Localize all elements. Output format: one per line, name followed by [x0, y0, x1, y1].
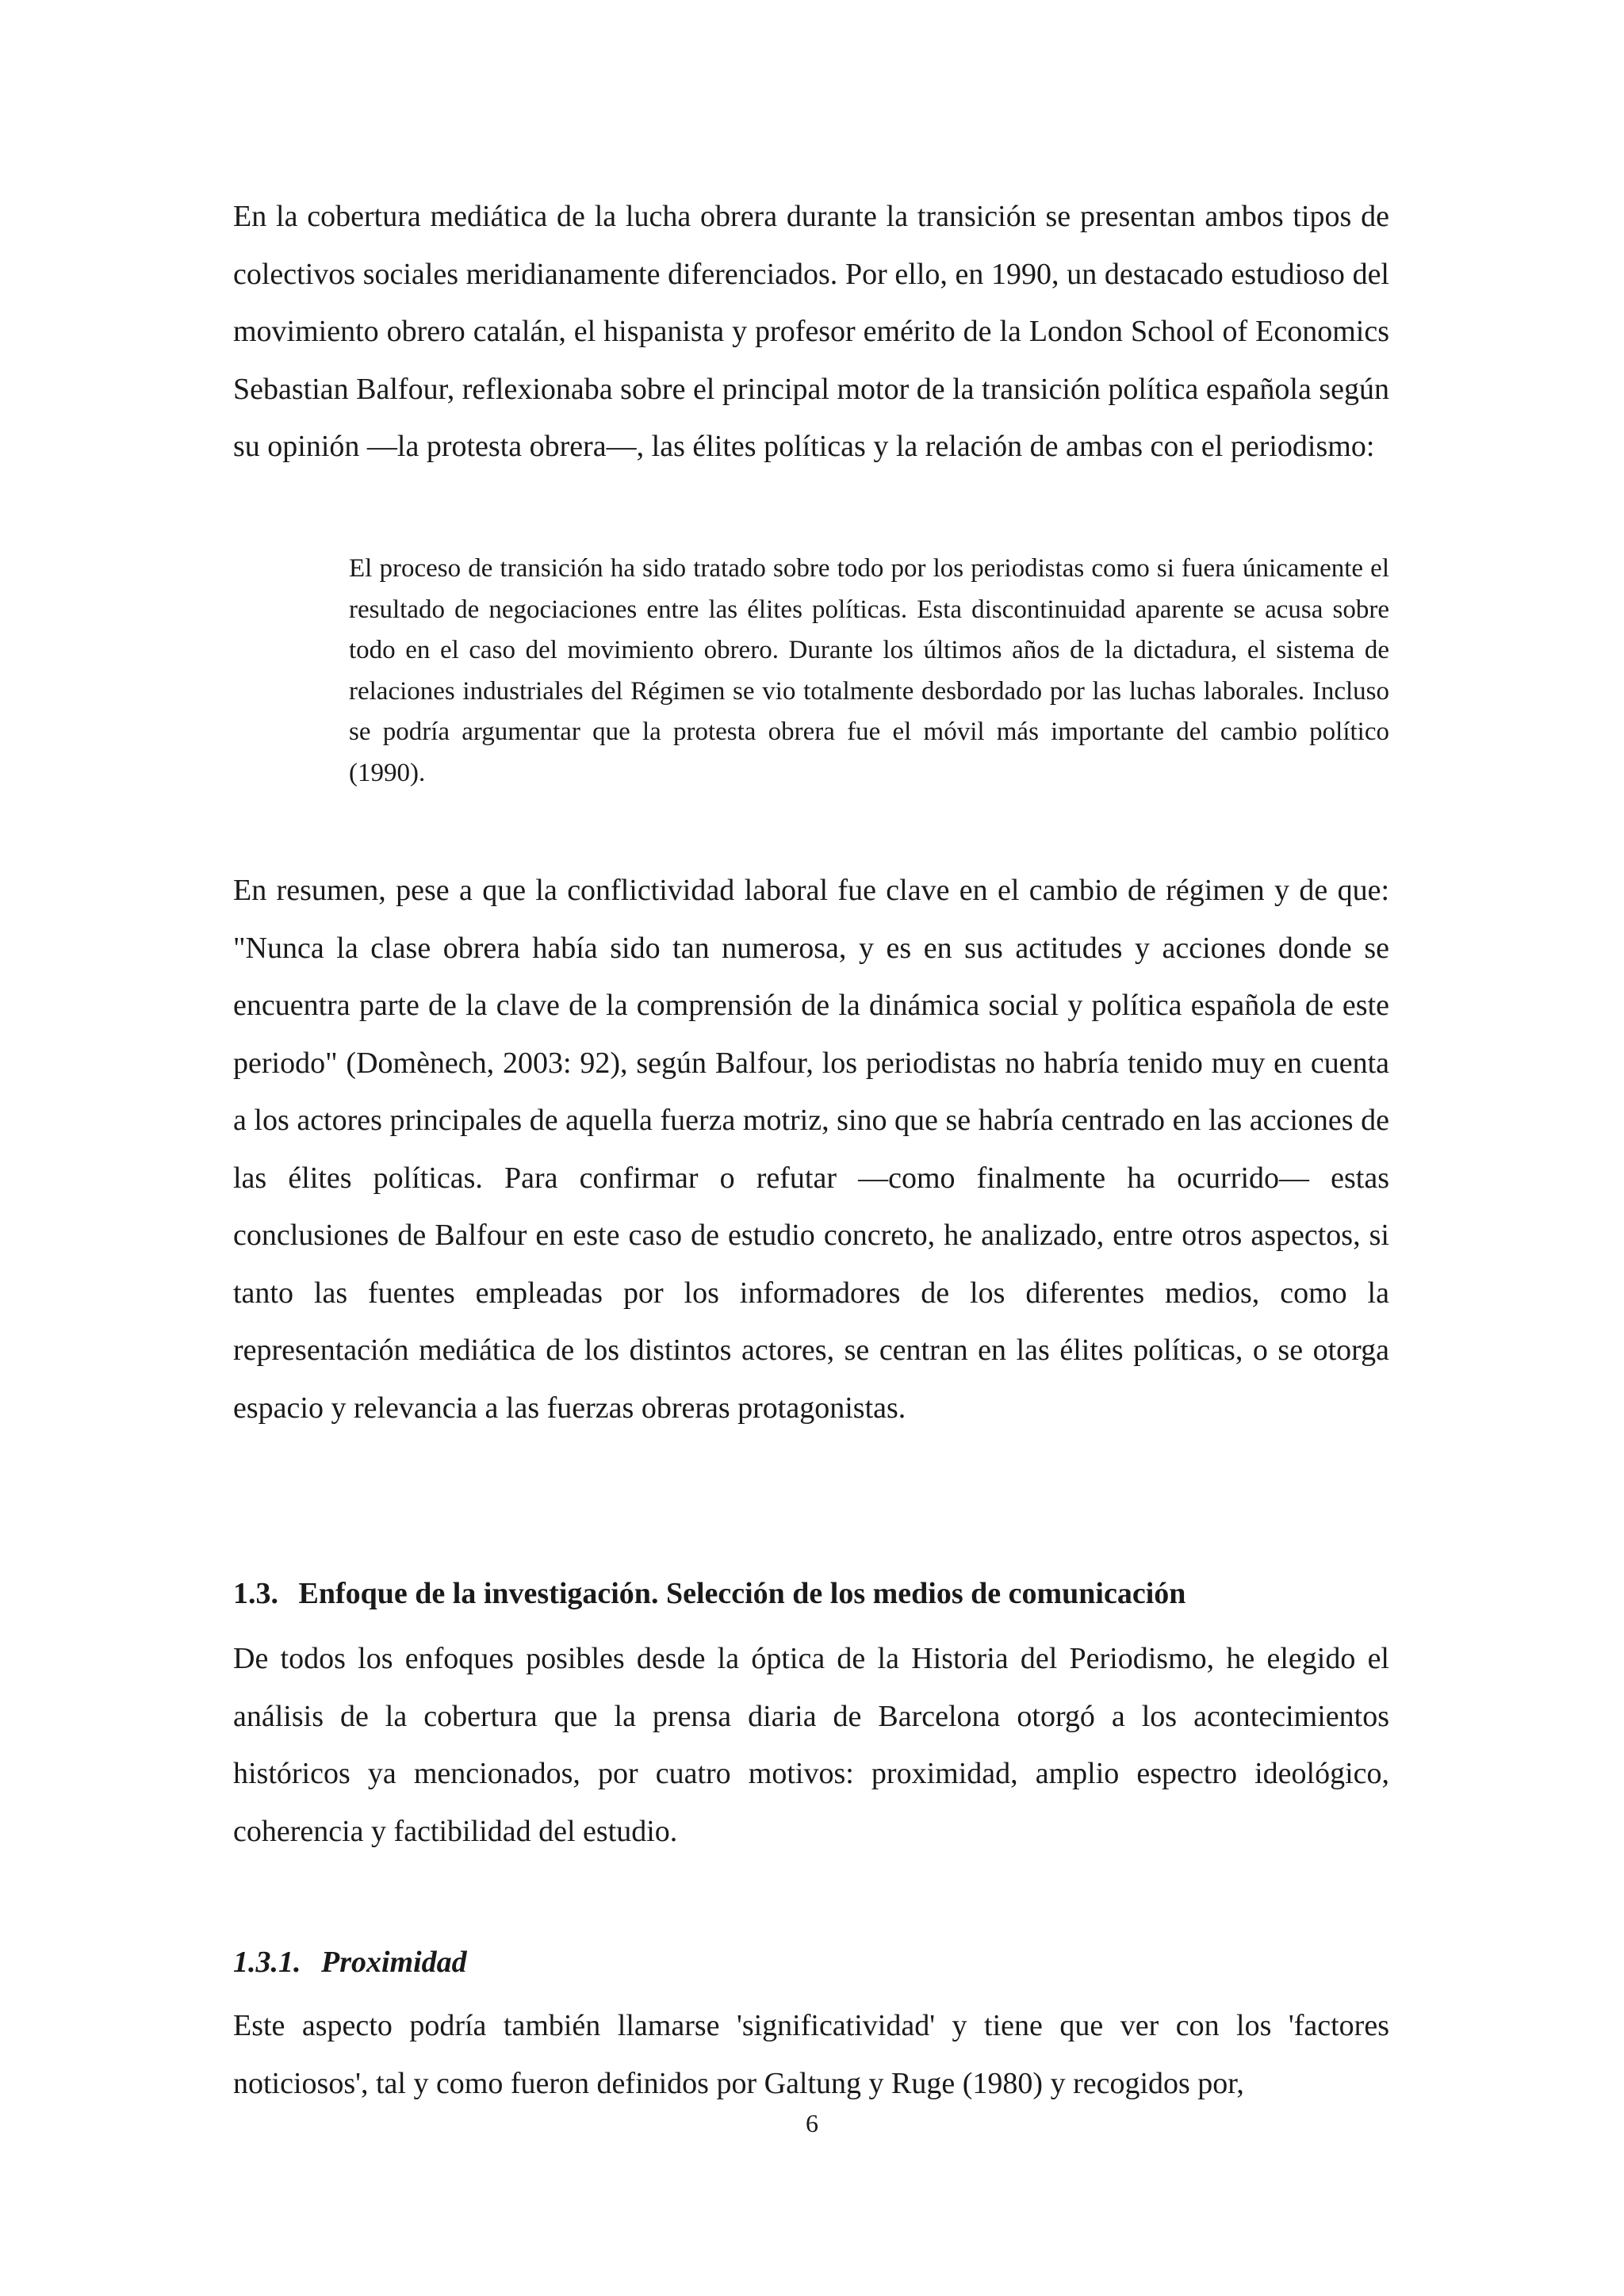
section-heading-1-3 [233, 1574, 1185, 1613]
body-paragraph-proximity: Este aspecto podría también llamarse 'significatividad' y tiene que ver con los 'factores noticiosos', tal y como fueron definidos por Galtung y Ruge (1980) y recogidos por, [233, 2009, 1389, 2100]
body-paragraph-approach: De todos los enfoques posibles desde la óptica de la Historia del Periodismo, he elegido el análisis de la cobertura que la prensa diaria de Barcelona otorgó a los acontecimientos históricos ya mencionados, por cuatro motivos: proximidad, amplio espectro ideológico, coherencia y factibilidad del estudio. [233, 1642, 1389, 1848]
body-paragraph-intro: En la cobertura mediática de la lucha obrera durante la transición se presentan ambos tipos de colectivos sociales meridianamente diferenciados. Por ello, en 1990, un destacado estudioso del movimiento obrero catalán, el hispanista y profesor emérito de la London School of Economics Sebastian Balfour, reflexionaba sobre el principal motor de la transición política española según su opinión —la protesta obrera—, las élites políticas y la relación de ambas con el periodismo: [233, 200, 1389, 463]
section-number: 1.3. [233, 1577, 278, 1610]
page-number: 6 [806, 2109, 818, 2137]
body-paragraph-summary: En resumen, pese a que la conflictividad laboral fue clave en el cambio de régimen y de que: "Nunca la clase obrera había sido tan numerosa, y es en sus actitudes y acciones donde se encuentra parte de la clave de la comprensión de la dinámica social y política española de este periodo" (Domènech, 2003: 92), según Balfour, los periodistas no habría tenido muy en cuenta a los actores principales de aquella fuerza motriz, sino que se habría centrado en las acciones de las élites políticas. Para confirmar o refutar —como finalmente ha ocurrido— estas conclusiones de Balfour en este caso de estudio concreto, he analizado, entre otros aspectos, si tanto las fuentes empleadas por los informadores de los diferentes medios, como la representación mediática de los distintos actores, se centran en las élites políticas, o se otorga espacio y relevancia a las fuerzas obreras protagonistas. [233, 874, 1389, 1425]
subsection-title: Proximidad [321, 1946, 467, 1979]
subsection-heading-1-3-1 [233, 1942, 467, 1982]
section-title: Enfoque de la investigación. Selección de los medios de comunicación [298, 1577, 1186, 1610]
block-quote: El proceso de transición ha sido tratado sobre todo por los periodistas como si fuera únicamente el resultado de negociaciones entre las élites políticas. Esta discontinuidad aparente se acusa sobre todo en el caso del movimiento obrero. Durante los últimos años de la dictadura, el sistema de relaciones industriales del Régimen se vio totalmente desbordado por las luchas laborales. Incluso se podría argumentar que la protesta obrera fue el móvil más importante del cambio político (1990). [349, 554, 1389, 787]
subsection-number: 1.3.1. [233, 1946, 301, 1979]
